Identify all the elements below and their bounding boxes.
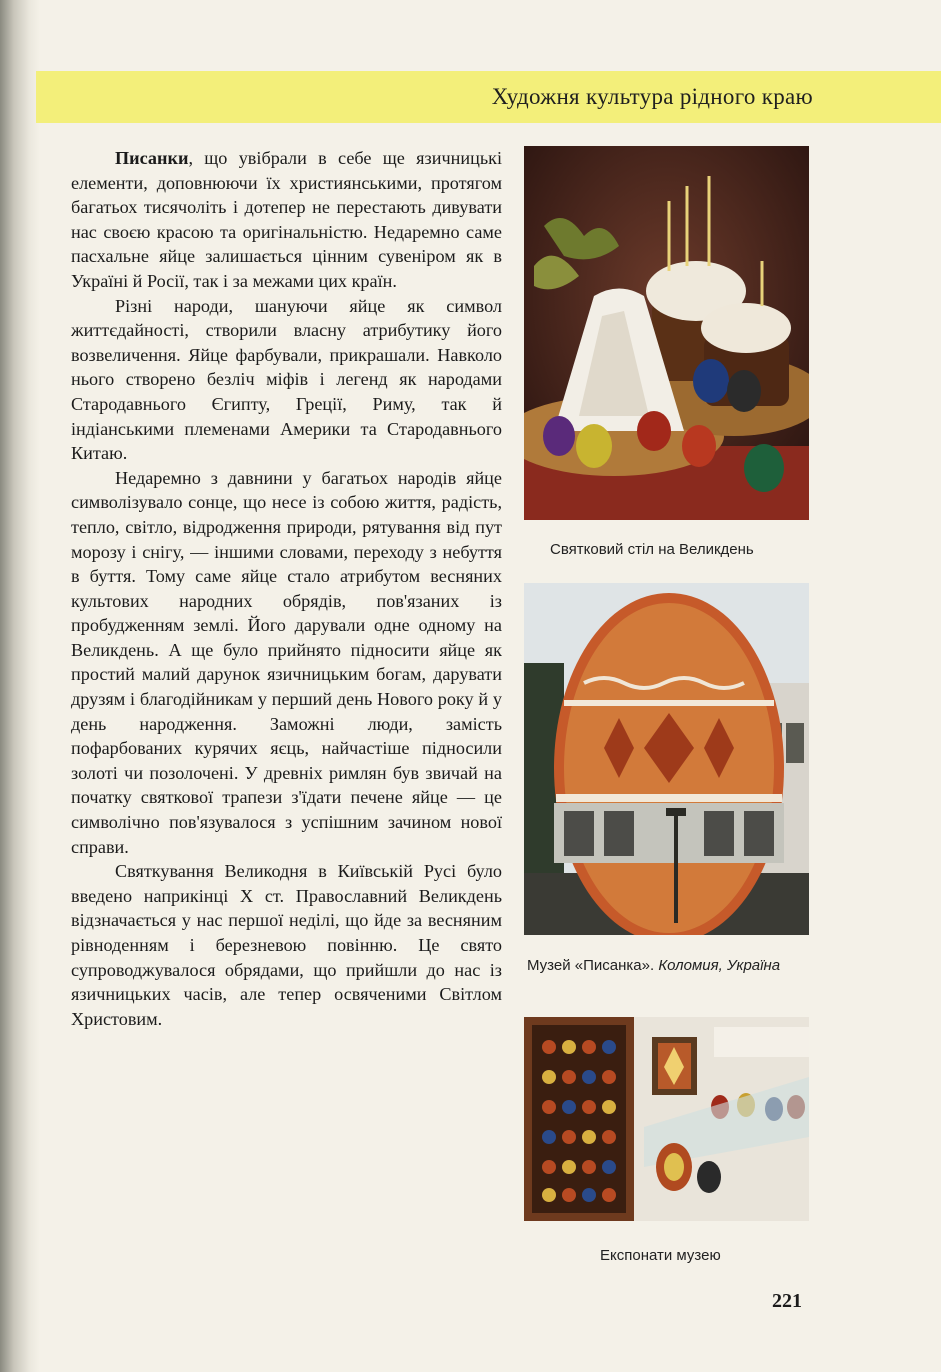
paragraph-1 — [71, 146, 502, 294]
museum-exhibits-caption: Експонати музею — [600, 1247, 721, 1264]
museum-exhibits-photo — [524, 1017, 809, 1221]
chapter-title: Художня культура рідного краю — [491, 84, 813, 109]
paragraph-3: Недаремно з давнини у багатьох народів яйце символізувало сонце, що несе із собою життя, радість, тепло, світло, відродження природи, рятування від пут морозу і снігу, — іншими словами, переходу з небуття в буття. Тому саме яйце стало атрибутом весняних культових народних обрядів, пов'язаних із пробудженням землі. Його дарували одне одному на Великдень. А ще було прийнято підносити яйце як простий малий дарунок язичницьким богам, дарувати друзям і благодійникам у перший день Нового року й у день народження. Заможні люди, замість пофарбованих курячих яєць, найчастіше підносили золоті чи позолочені. У древніх римлян був звичай на початку святкової трапези з'їдати печене яйце — це символічно пов'язувалося з успішним зачином нової справи. — [71, 467, 502, 857]
pysanka-museum-photo — [524, 583, 809, 935]
easter-table-photo — [524, 146, 809, 520]
main-text-column — [71, 146, 502, 1031]
pysanka-museum-caption-main: Музей «Писанка». — [527, 957, 659, 974]
easter-table-caption: Святковий стіл на Великдень — [550, 541, 754, 558]
pysanka-museum-caption-location: Коломия, Україна — [658, 957, 781, 974]
pysanka-museum-caption — [527, 957, 780, 974]
page-binding-shadow — [0, 0, 40, 1372]
paragraph-4: Святкування Великодня в Київській Русі було введено наприкінці X ст. Православний Великдень відзначається у нас першої неділі, що йде за весняним рівноденням і березневою повінню. Це свято супроводжувалося обрядами, що прийшли до нас із язичницьких часів, але тепер освяченими Світлом Христовим. — [71, 861, 502, 1029]
paragraph-lead-term: Писанки — [115, 148, 189, 168]
paragraph-1-text: , що увібрали в себе ще язичницькі елементи, доповнюючи їх християнськими, протягом багатьох тисячоліть і дотепер не перестають дивувати нас своєю красою та оригінальністю. Недаремно саме пасхальне яйце залишається цінним сувеніром як в Україні й Росії, так і за межами цих країн. — [71, 148, 502, 291]
page-number: 221 — [772, 1290, 802, 1312]
paragraph-2: Різні народи, шануючи яйце як символ життєдайності, створили власну атрибутику його возвеличення. Яйце фарбували, прикрашали. Навколо нього створено безліч міфів і легенд як народами Стародавнього Єгипту, Греції, Риму, так й індіанськими племенами Америки та Стародавнього Китаю. — [71, 295, 502, 464]
